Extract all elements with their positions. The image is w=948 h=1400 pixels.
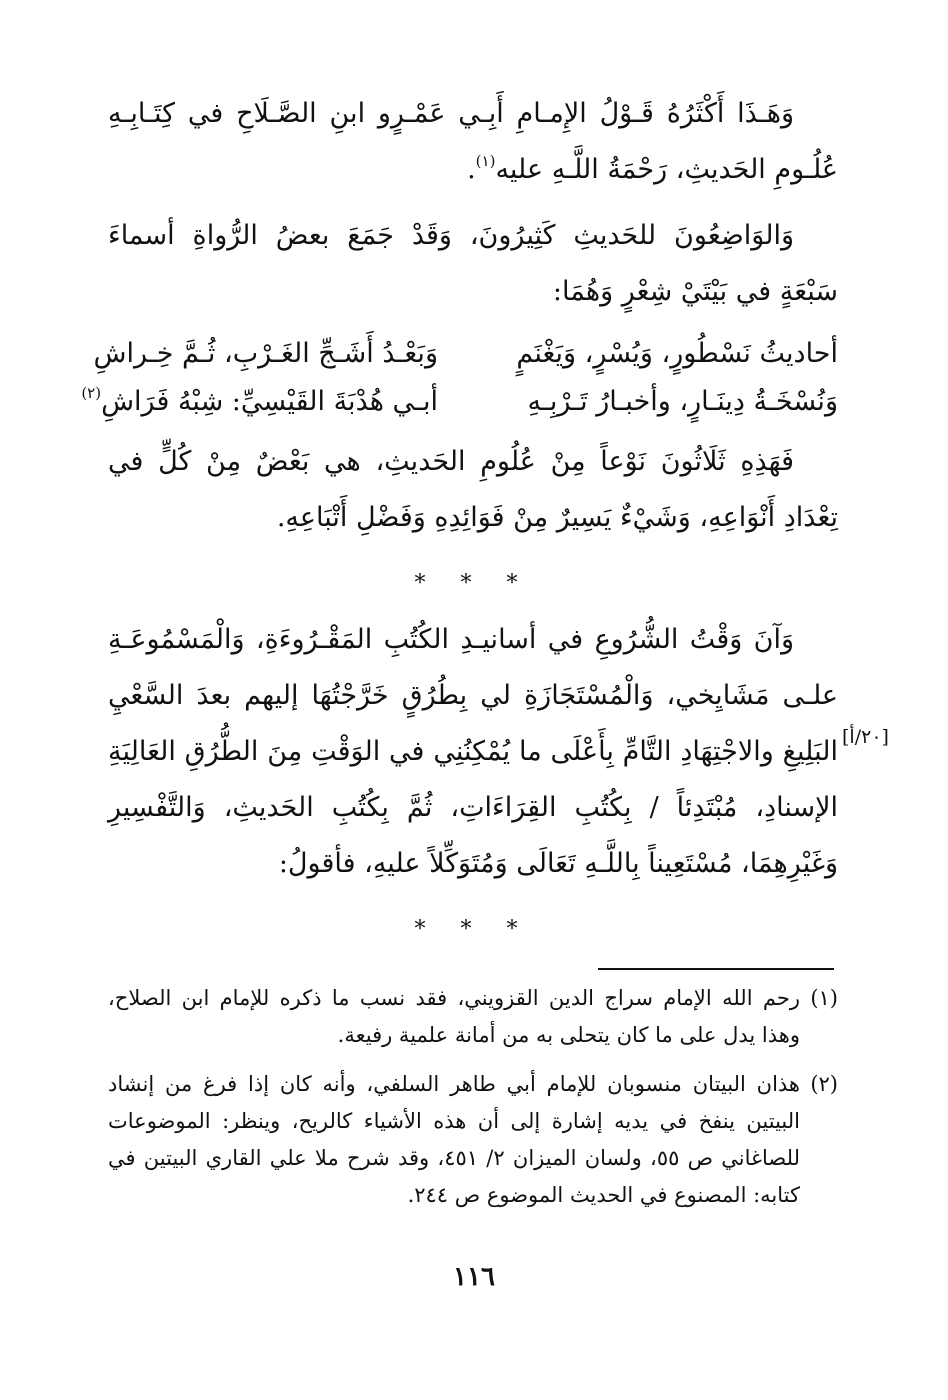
manuscript-folio-note: [٢٠/أ] [842,726,889,748]
footnote-number: (١) [810,986,838,1010]
footnote-divider [598,968,834,970]
footnote-2 [108,1066,838,1214]
paragraph-fabricators: وَالوَاضِعُونَ للحَديثِ كَثِيرُونَ، وَقَدْ جَمَعَ بعضُ الرُّواةِ أسماءَ سَبْعَةٍ في بَيْتَيْ شِعْرٍ وَهُمَا: [108,220,838,307]
footnote-ref-1[interactable]: (١) [475,152,496,170]
footnote-text: هذان البيتان منسوبان للإمام أبي طاهر السلفي، وأنه كان إذا فرغ من إنشاد البيتين ينفخ في يديه إشارة إلى أن هذه الأشياء كالريح، وينظر: الموضوعات للصاغاني ص ٥٥، ولسان الميزان ٢/ ٤٥١، وقد شرح ملا علي القاري البيتين في كتابه: المصنوع في الحديث الموضوع ص ٢٤٤. [108,1072,800,1207]
hemistich: وَنُسْخَـةُ دِينَـارٍ، وأخبـارُ تَـرْبِـهِ [527,386,838,417]
poem-verse [81,330,838,426]
section-separator: * * * [414,917,532,942]
hemistich: أحاديثُ نَسْطُورٍ، وَيُسْرٍ، وَيَغْنَمٍ [516,338,838,369]
verse-line-1 [93,330,838,378]
page-number: ١١٦ [453,1262,495,1292]
hemistich: وَبَعْـدُ أَشَـجِّ الغَـرْبِ، ثُـمَّ خِـراشِ [93,338,438,369]
footnote-number: (٢) [810,1072,838,1096]
footnote-ref-2[interactable]: (٢) [81,384,102,402]
section-separator: * * * [414,571,532,596]
hemistich: أبـي هُدْبَةَ القَيْسِيِّ: شِبْهُ فَرَاشِ$^{(٢)}$ [81,384,438,417]
paragraph-thirty-types: فَهَذِهِ ثَلَاثُونَ نَوْعاً مِنْ عُلُومِ الحَديثِ، هي بَعْضٌ مِنْ كُلٍّ في تِعْدَادِ أَنْوَاعِهِ، وَشَيْءٌ يَسِيرٌ مِنْ فَوَائِدِهِ وَفَضْلِ أَتْبَاعِهِ. [108,446,838,533]
footnotes [108,980,838,1226]
paragraph-ibn-salah: وَهَـذَا أَكْثَرُهُ قَـوْلُ الإِمـامِ أَبِـي عَمْـرٍو ابنِ الصَّـلَاحِ في كِتَـابِـهِ عُلُـومِ الحَديثِ، رَحْمَةُ اللَّـهِ عليه$^{(١)}$. [108,98,838,185]
main-text [81,86,838,958]
footnote-text: رحم الله الإمام سراج الدين القزويني، فقد نسب ما ذكره للإمام ابن الصلاح، وهذا يدل على ما كان يتحلى به من أمانة علمية رفيعة. [108,986,800,1047]
footnote-1 [108,980,838,1054]
verse-line-2 [81,378,838,426]
paragraph-chains: وَآنَ وَقْتُ الشُّرُوعِ في أسانيـدِ الكُتُبِ المَقْـرُوءَةِ، وَالْمَسْمُوعَـةِ علـى مَشَايِخي، وَالْمُسْتَجَازَةِ لي بِطُرُقٍ خَرَّجْتُهَا إليهم بعدَ السَّعْيِ البَلِيغِ والاجْتِهَادِ التَّامِّ بِأَعْلَى ما يُمْكِنُنِي في الوَقْتِ مِنَ الطُّرُقِ العَالِيَةِ الإسنادِ، مُبْتَدِئاً / بِكُتُبِ القِرَاءَاتِ، ثُمَّ بِكُتُبِ الحَديثِ، وَالتَّفْسِيرِ وَغَيْرِهِمَا، مُسْتَعِيناً بِاللَّـهِ تَعَالَى وَمُتَوَكِّلاً عليهِ، فأقولُ: [108,624,838,879]
